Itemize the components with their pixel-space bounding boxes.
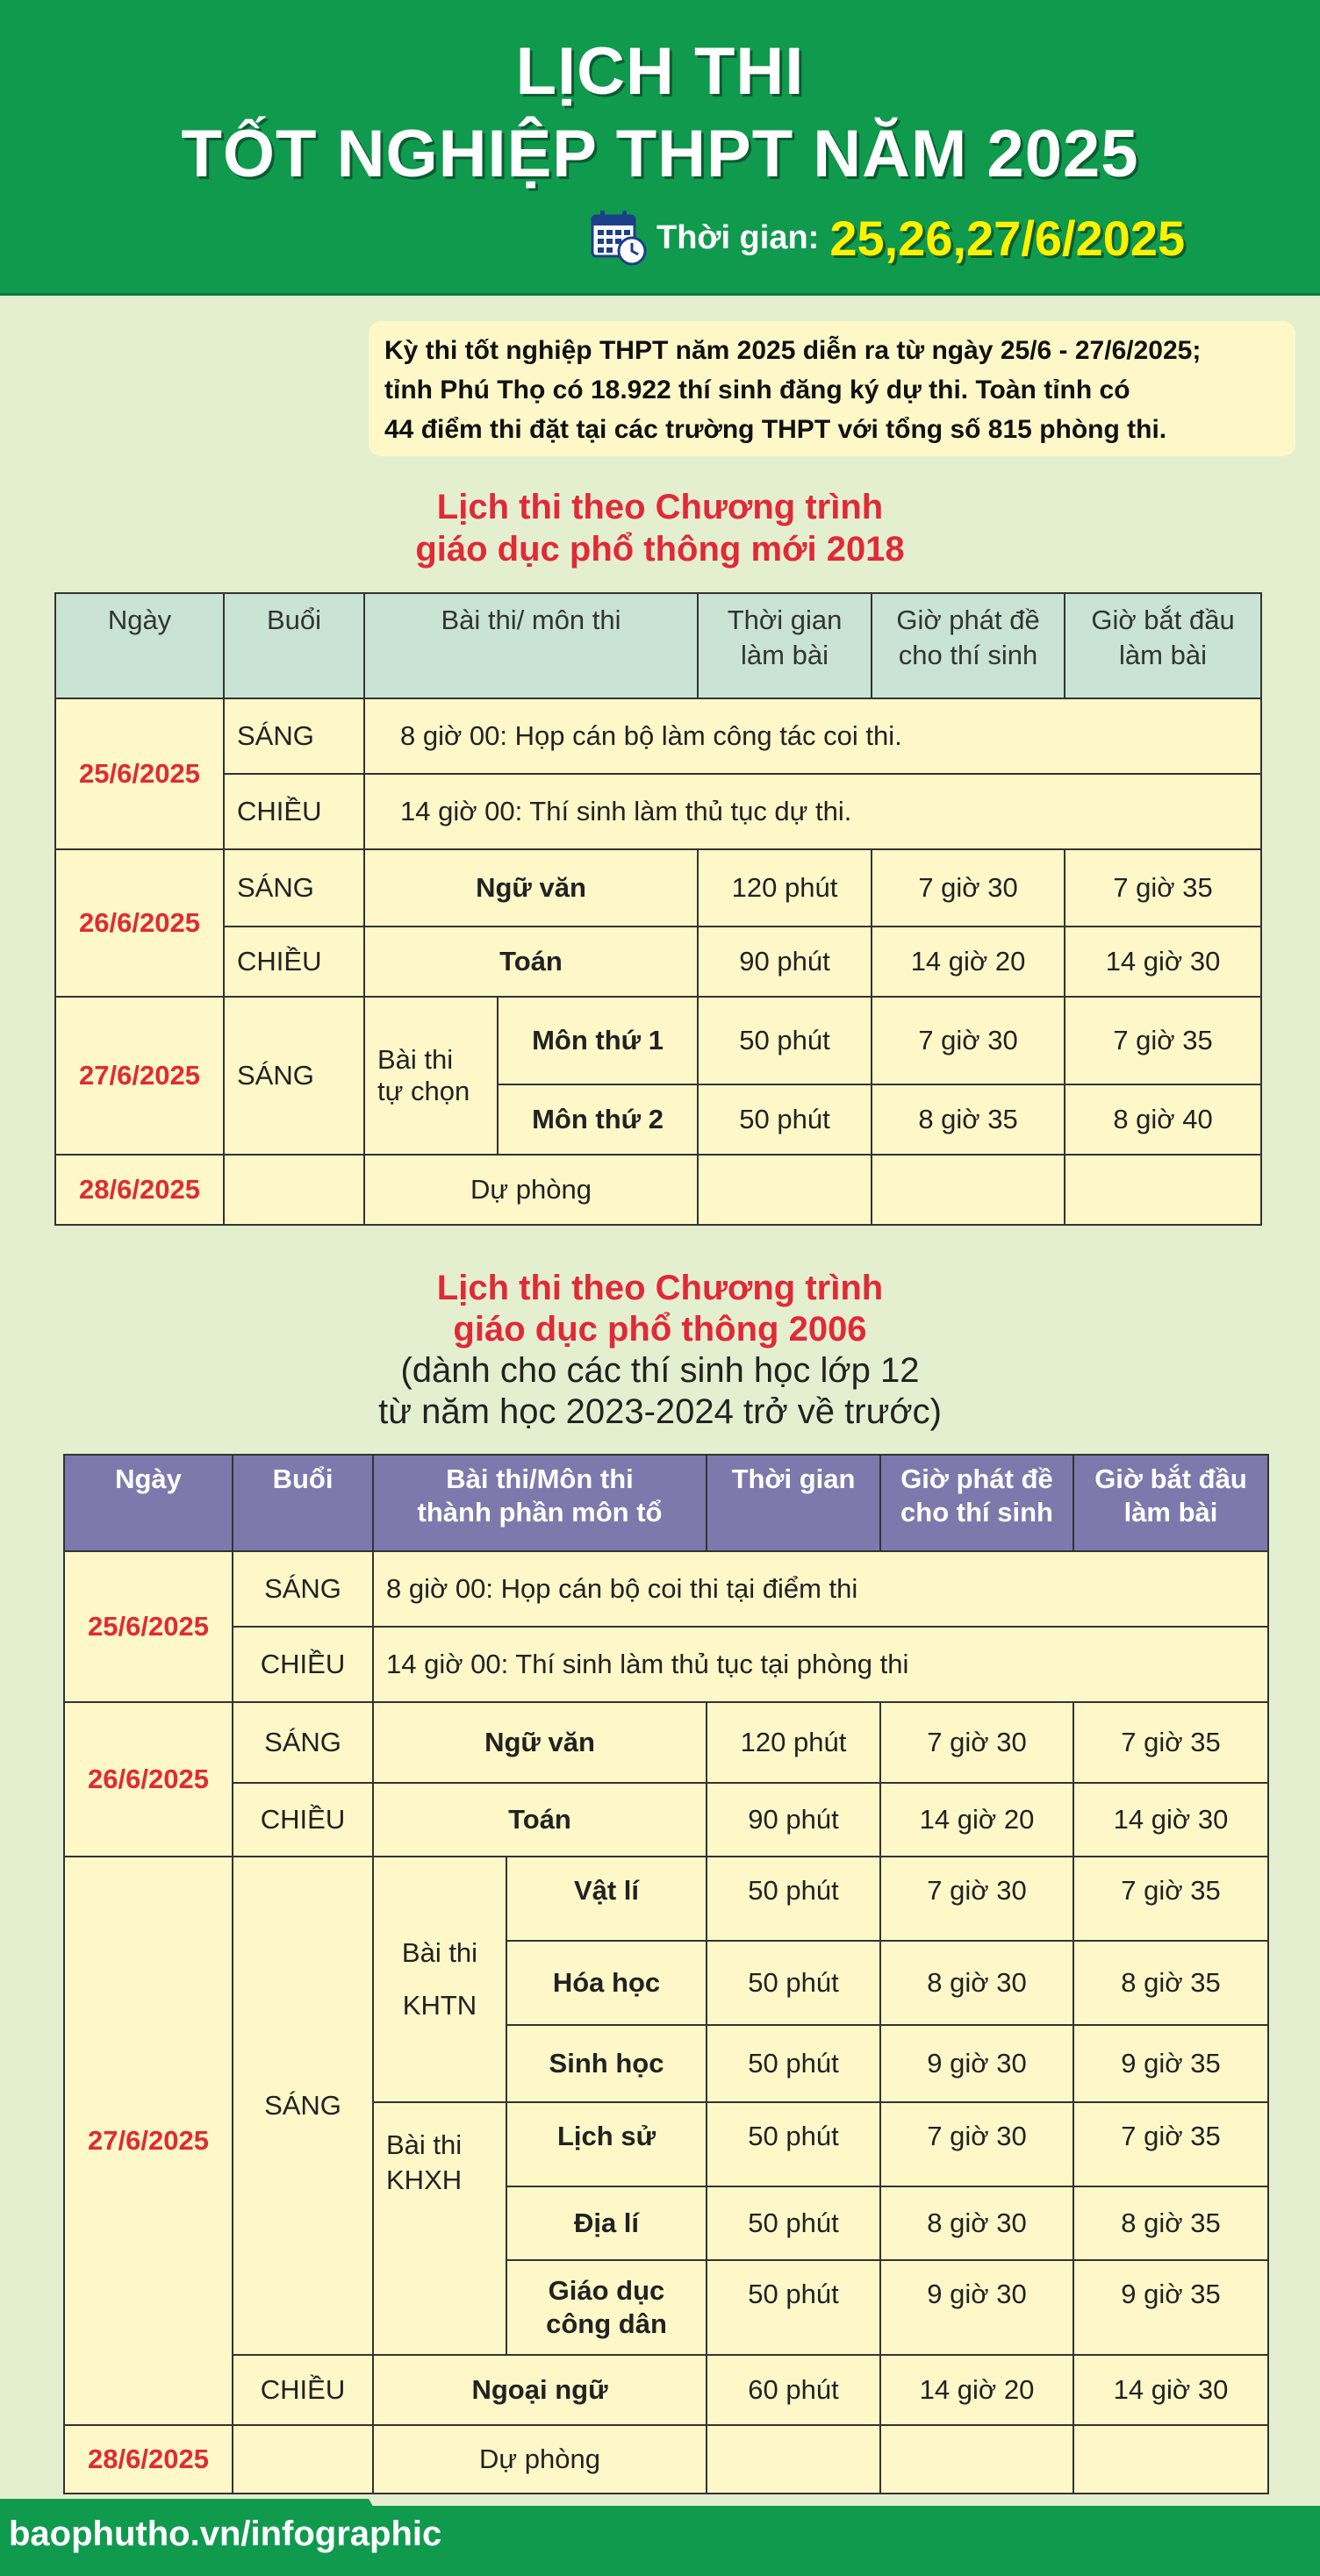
hand-out-cell (872, 1155, 1065, 1225)
header-buoi: Buổi (224, 593, 364, 698)
group-cell: Bài thi tự chọn (364, 997, 498, 1155)
table-row (55, 849, 1261, 927)
header-thoi-gian: Thời gian (707, 1455, 880, 1551)
start-cell: 14 giờ 30 (1065, 927, 1261, 997)
subject-cell: Giáo dục công dân (506, 2260, 707, 2355)
duration-cell: 90 phút (707, 1783, 880, 1857)
exam-dates (590, 207, 1185, 268)
date-cell: 28/6/2025 (55, 1155, 224, 1225)
table-row (64, 1627, 1268, 1702)
table-row (64, 1702, 1268, 1783)
page-title-line1: LỊCH THI (515, 34, 805, 109)
subject-cell: Ngữ văn (364, 849, 698, 927)
header-gio-phat-de: Giờ phát đề cho thí sinh (872, 593, 1065, 698)
duration-cell: 60 phút (707, 2355, 880, 2425)
session-cell: SÁNG (233, 1857, 373, 2355)
subject-cell: Sinh học (506, 2025, 707, 2102)
hand-out-cell (880, 2425, 1073, 2494)
table-row (55, 698, 1261, 774)
subject-cell: Môn thứ 1 (498, 997, 698, 1084)
start-cell: 8 giờ 35 (1073, 1941, 1268, 2025)
subject-cell: Toán (373, 1783, 707, 1857)
header-thoi-gian: Thời gian làm bài (698, 593, 872, 698)
intro-box (369, 321, 1295, 456)
start-cell: 9 giờ 35 (1073, 2025, 1268, 2102)
start-cell: 7 giờ 35 (1065, 849, 1261, 927)
section-2018-title-line2: giáo dục phổ thông mới 2018 (415, 530, 905, 569)
session-cell: CHIỀU (233, 1783, 373, 1857)
hand-out-cell: 9 giờ 30 (880, 2260, 1073, 2355)
start-cell: 14 giờ 30 (1073, 1783, 1268, 1857)
start-cell: 7 giờ 35 (1065, 997, 1261, 1084)
date-cell: 28/6/2025 (64, 2425, 233, 2494)
intro-line: tỉnh Phú Thọ có 18.922 thí sinh đăng ký dự thi. Toàn tỉnh có (384, 376, 1130, 404)
date-cell: 27/6/2025 (64, 1857, 233, 2425)
start-cell: 8 giờ 40 (1065, 1084, 1261, 1155)
session-cell: CHIỀU (224, 774, 364, 849)
subject-cell: Địa lí (506, 2186, 707, 2260)
time-label: Thời gian: (656, 218, 820, 256)
duration-cell: 50 phút (707, 1941, 880, 2025)
session-cell: CHIỀU (233, 2355, 373, 2425)
header-buoi: Buổi (233, 1455, 373, 1551)
table-row (55, 927, 1261, 997)
table-row (55, 1155, 1261, 1225)
session-cell: SÁNG (224, 698, 364, 774)
hand-out-cell: 9 giờ 30 (880, 2025, 1073, 2102)
table-row (64, 2355, 1268, 2425)
table-header-row (64, 1455, 1268, 1551)
date-cell: 26/6/2025 (55, 849, 224, 997)
header-gio-phat-de: Giờ phát đề cho thí sinh (880, 1455, 1073, 1551)
session-cell: CHIỀU (233, 1627, 373, 1702)
group-cell: Bài thi KHTN (373, 1857, 506, 2102)
duration-cell: 50 phút (707, 2102, 880, 2186)
header-bai-thi: Bài thi/ môn thi (364, 593, 698, 698)
date-cell: 26/6/2025 (64, 1702, 233, 1857)
session-cell: SÁNG (224, 997, 364, 1155)
date-cell: 27/6/2025 (55, 997, 224, 1155)
section-2006-subtitle-line2: từ năm học 2023-2024 trở về trước) (378, 1392, 942, 1431)
table-row (64, 1783, 1268, 1857)
duration-cell (698, 1155, 872, 1225)
duration-cell: 120 phút (698, 849, 872, 927)
header-ngay: Ngày (55, 593, 224, 698)
note-cell: 8 giờ 00: Họp cán bộ coi thi tại điểm thi (373, 1551, 1268, 1627)
start-cell (1065, 1155, 1261, 1225)
duration-cell: 90 phút (698, 927, 872, 997)
start-cell: 14 giờ 30 (1073, 2355, 1268, 2425)
header-gio-bat-dau: Giờ bắt đầu làm bài (1073, 1455, 1268, 1551)
start-cell: 7 giờ 35 (1073, 2102, 1268, 2186)
date-cell: 25/6/2025 (55, 698, 224, 849)
header-ngay: Ngày (64, 1455, 233, 1551)
table-header-row (55, 593, 1261, 698)
session-cell: SÁNG (233, 1702, 373, 1783)
date-cell: 25/6/2025 (64, 1551, 233, 1702)
hand-out-cell: 8 giờ 30 (880, 1941, 1073, 2025)
table-row (64, 2425, 1268, 2494)
duration-cell: 50 phút (707, 1857, 880, 1941)
hand-out-cell: 8 giờ 35 (872, 1084, 1065, 1155)
hand-out-cell: 8 giờ 30 (880, 2186, 1073, 2260)
hand-out-cell: 14 giờ 20 (880, 2355, 1073, 2425)
hand-out-cell: 7 giờ 30 (880, 1702, 1073, 1783)
note-cell: Dự phòng (364, 1155, 698, 1225)
start-cell: 7 giờ 35 (1073, 1857, 1268, 1941)
start-cell: 9 giờ 35 (1073, 2260, 1268, 2355)
table-row (55, 774, 1261, 849)
note-cell: Dự phòng (373, 2425, 707, 2494)
hand-out-cell: 7 giờ 30 (880, 1857, 1073, 1941)
session-cell: CHIỀU (224, 927, 364, 997)
group-cell: Bài thi KHXH (373, 2102, 506, 2355)
section-2006-title-line2: giáo dục phổ thông 2006 (453, 1310, 867, 1349)
hand-out-cell: 14 giờ 20 (880, 1783, 1073, 1857)
time-value: 25,26,27/6/2025 (829, 210, 1186, 266)
subject-cell: Môn thứ 2 (498, 1084, 698, 1155)
page-title-line2: TỐT NGHIỆP THPT NĂM 2025 (181, 117, 1139, 191)
note-cell: 14 giờ 00: Thí sinh làm thủ tục dự thi. (364, 774, 1261, 849)
intro-line: 44 điểm thi đặt tại các trường THPT với tổng số 815 phòng thi. (384, 415, 1167, 444)
subject-cell: Vật lí (506, 1857, 707, 1941)
footer-bar (0, 2506, 1320, 2576)
header-bai-thi: Bài thi/Môn thi thành phần môn tổ (373, 1455, 707, 1551)
start-cell (1073, 2425, 1268, 2494)
subject-cell: Hóa học (506, 1941, 707, 2025)
duration-cell (707, 2425, 880, 2494)
note-cell: 8 giờ 00: Họp cán bộ làm công tác coi thi. (364, 698, 1261, 774)
header-banner (0, 0, 1320, 296)
subject-cell: Lịch sử (506, 2102, 707, 2186)
duration-cell: 50 phút (698, 1084, 872, 1155)
table-row (55, 997, 1261, 1084)
session-cell: SÁNG (224, 849, 364, 927)
section-2006-subtitle-line1: (dành cho các thí sinh học lớp 12 (400, 1351, 920, 1390)
session-cell (233, 2425, 373, 2494)
subject-cell: Ngữ văn (373, 1702, 707, 1783)
intro-line: Kỳ thi tốt nghiệp THPT năm 2025 diễn ra từ ngày 25/6 - 27/6/2025; (384, 336, 1202, 365)
calendar-clock-icon (590, 209, 648, 267)
note-cell: 14 giờ 00: Thí sinh làm thủ tục tại phòng thi (373, 1627, 1268, 1702)
schedule-table-2018 (54, 592, 1262, 1226)
hand-out-cell: 7 giờ 30 (872, 849, 1065, 927)
section-2006-title-line1: Lịch thi theo Chương trình (436, 1269, 884, 1307)
duration-cell: 120 phút (707, 1702, 880, 1783)
start-cell: 8 giờ 35 (1073, 2186, 1268, 2260)
duration-cell: 50 phút (698, 997, 872, 1084)
schedule-table-2006 (63, 1454, 1269, 2494)
session-cell: SÁNG (233, 1551, 373, 1627)
table-row (64, 1857, 1268, 1941)
hand-out-cell: 7 giờ 30 (880, 2102, 1073, 2186)
duration-cell: 50 phút (707, 2186, 880, 2260)
subject-cell: Ngoại ngữ (373, 2355, 707, 2425)
hand-out-cell: 14 giờ 20 (872, 927, 1065, 997)
duration-cell: 50 phút (707, 2260, 880, 2355)
duration-cell: 50 phút (707, 2025, 880, 2102)
hand-out-cell: 7 giờ 30 (872, 997, 1065, 1084)
footer-link[interactable]: baophutho.vn/infographic (9, 2515, 442, 2553)
table-row (64, 1551, 1268, 1627)
session-cell (224, 1155, 364, 1225)
start-cell: 7 giờ 35 (1073, 1702, 1268, 1783)
subject-cell: Toán (364, 927, 698, 997)
header-gio-bat-dau: Giờ bắt đầu làm bài (1065, 593, 1261, 698)
section-2018-title-line1: Lịch thi theo Chương trình (436, 488, 884, 526)
